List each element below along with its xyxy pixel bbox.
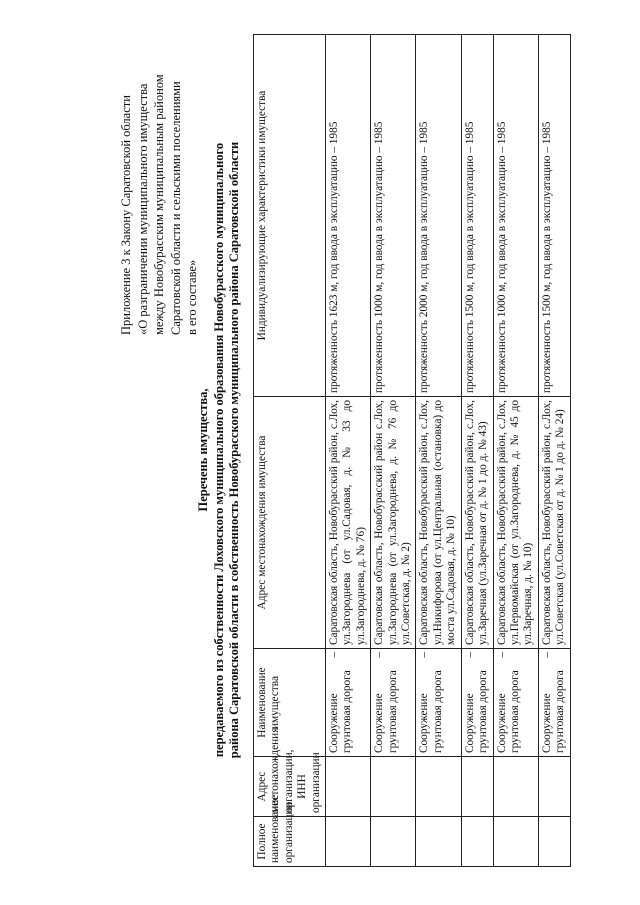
table-row	[538, 35, 570, 867]
header-org-address: Адрес местонахождения организации, ИНН организации	[254, 757, 326, 817]
table-row	[461, 35, 493, 867]
header-characteristics: Индивидуализирующие характеристики имущества	[254, 35, 326, 397]
appendix-line: Приложение 3 к Закону Саратовской области	[119, 95, 133, 335]
appendix-line: между Новобурасским муниципальным районом	[152, 74, 166, 335]
table-row	[371, 35, 416, 867]
cell-property-name: Сооружение – грунтовая дорога	[416, 649, 461, 757]
cell-property-address: Саратовская область, Новобурасский район, с.Лох, ул.Никифорова (от ул.Центральная (остановка) до моста ул.Садовая, д. № 10)	[416, 397, 461, 649]
appendix-header	[118, 35, 201, 335]
cell-org-name	[493, 817, 538, 867]
cell-property-address: Саратовская область, Новобурасский район с.Лох, ул.Загороднева (от ул.Загороднева, д. № 76 до ул.Советская, д. № 2)	[371, 397, 416, 649]
cell-property-name: Сооружение – грунтовая дорога	[461, 649, 493, 757]
cell-characteristics: протяженность 1500 м, год ввода в эксплуатацию – 1985	[538, 35, 570, 397]
table-row	[493, 35, 538, 867]
cell-org-address	[371, 757, 416, 817]
cell-characteristics: протяженность 1000 м, год ввода в эксплуатацию – 1985	[371, 35, 416, 397]
cell-org-name	[371, 817, 416, 867]
cell-org-address	[416, 757, 461, 817]
cell-org-name	[461, 817, 493, 867]
cell-characteristics: протяженность 1623 м, год ввода в эксплуатацию – 1985	[326, 35, 371, 397]
title-line: Перечень имущества,	[196, 388, 210, 512]
cell-characteristics: протяженность 1000 м, год ввода в эксплуатацию – 1985	[493, 35, 538, 397]
table-row	[416, 35, 461, 867]
table-header-row	[254, 35, 326, 867]
cell-org-name	[538, 817, 570, 867]
cell-property-name: Сооружение – грунтовая дорога	[493, 649, 538, 757]
cell-org-address	[461, 757, 493, 817]
cell-org-address	[538, 757, 570, 817]
appendix-line: «О разграничении муниципального имущества	[135, 83, 150, 335]
cell-property-address: Саратовская область, Новобурасский район, с.Лох, ул.Загороднева (от ул.Садовая, д. № 33 до ул.Загороднева, д. № 76)	[326, 397, 371, 649]
cell-org-name	[326, 817, 371, 867]
header-org-name: Полное наименование организации	[254, 817, 326, 867]
property-table	[253, 34, 571, 867]
appendix-line: в его составе»	[185, 259, 199, 335]
cell-org-address	[326, 757, 371, 817]
appendix-line: Саратовской области и сельскими поселениями	[168, 81, 183, 335]
header-property-address: Адрес местонахождения имущества	[254, 397, 326, 649]
cell-property-name: Сооружение – грунтовая дорога	[326, 649, 371, 757]
cell-property-address: Саратовская область, Новобурасский район, с.Лох, ул.Заречная (ул.Заречная от д. № 1 до д. № 43)	[461, 397, 493, 649]
header-property-name: Наименование имущества	[254, 649, 326, 757]
cell-property-name: Сооружение – грунтовая дорога	[371, 649, 416, 757]
cell-org-address	[493, 757, 538, 817]
cell-org-name	[416, 817, 461, 867]
cell-characteristics: протяженность 1500 м, год ввода в эксплуатацию – 1985	[461, 35, 493, 397]
cell-property-address: Саратовская область, Новобурасский район, с.Лох, ул.Первомайская (от ул.Загороднева, д. № 45 до ул.Заречная, д. № 10)	[493, 397, 538, 649]
table-row	[326, 35, 371, 867]
document-title	[196, 35, 243, 865]
cell-property-name: Сооружение – грунтовая дорога	[538, 649, 570, 757]
cell-characteristics: протяженность 2000 м, год ввода в эксплуатацию – 1985	[416, 35, 461, 397]
cell-property-address: Саратовская область, Новобурасский район, с.Лох, ул.Советская (ул.Советская от д. № 1 до д. № 24)	[538, 397, 570, 649]
title-line: района Саратовской области в собственность Новобурасского муниципального района Саратовской области	[227, 141, 241, 759]
title-line: передаваемого из собственности Лоховского муниципального образования Новобурасского муниципального	[211, 142, 226, 758]
